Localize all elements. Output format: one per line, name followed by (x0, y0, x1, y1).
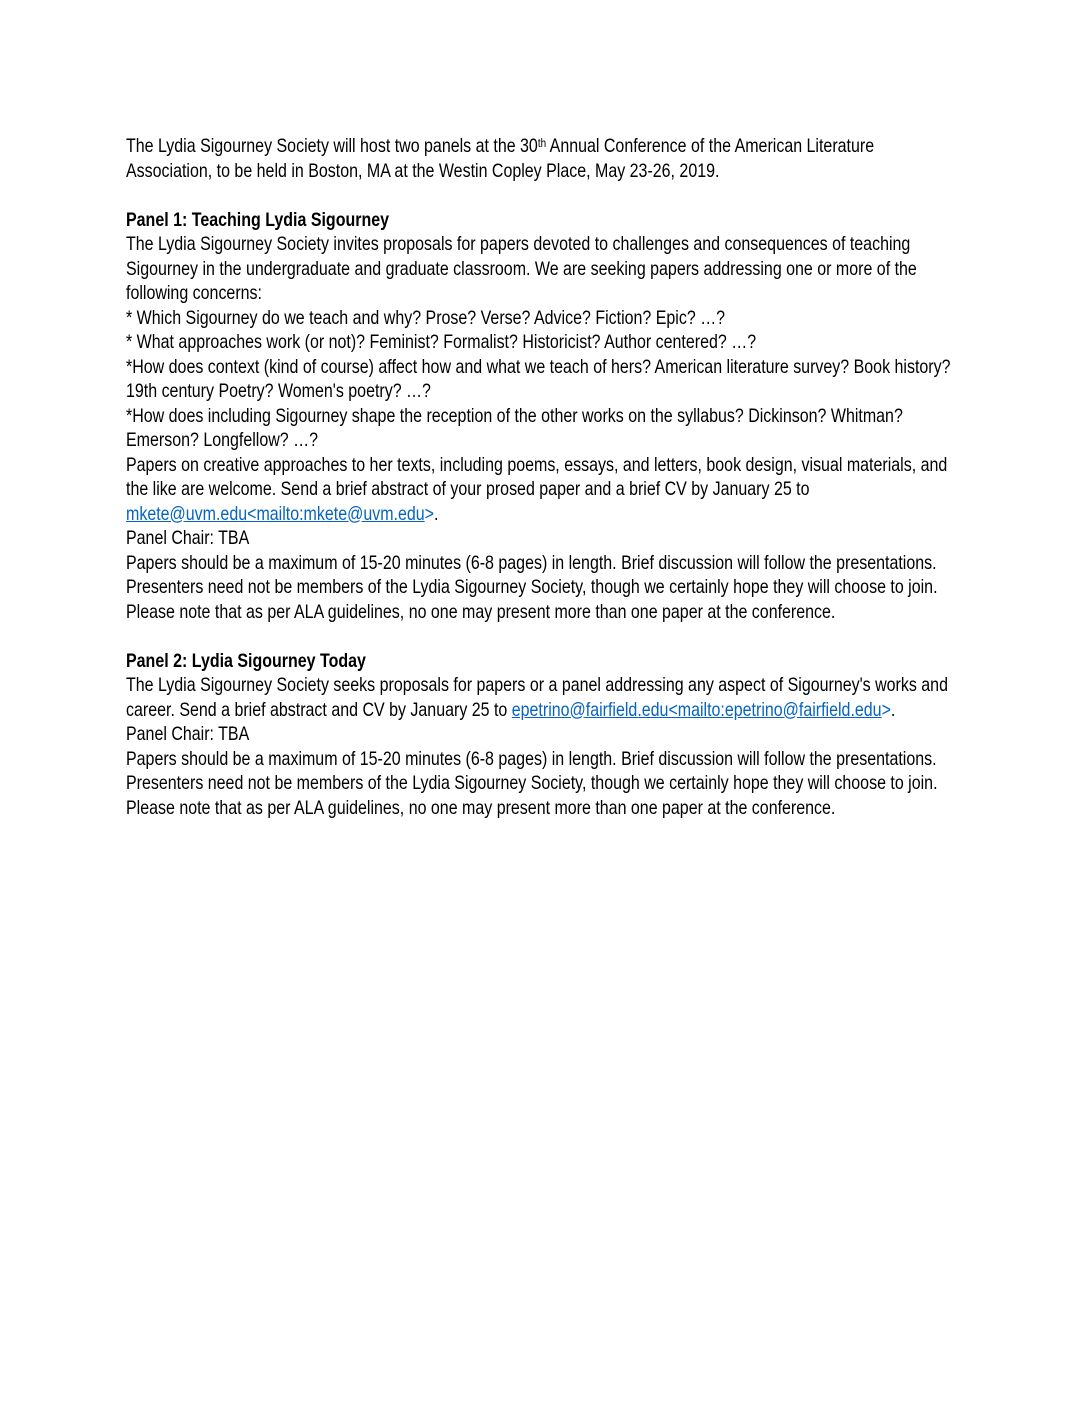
text-run: The Lydia Sigourney Society seeks proposals for papers or a panel addressing any aspect of Sigourney's works and career. Send a brief abstract and CV by January 25 to (126, 674, 948, 721)
text-run: Papers should be a maximum of 15-20 minutes (6-8 pages) in length. Brief discussion will follow the presentations. Presenters need not be members of the Lydia Sigourney Society, though we certainly hope they will choose to join. Please note that as per ALA guidelines, no one may present more than one paper at the conference. (126, 551, 938, 623)
panel1-guidelines (126, 551, 957, 625)
blank-line-1 (126, 183, 957, 208)
text-run: Papers should be a maximum of 15-20 minutes (6-8 pages) in length. Brief discussion will follow the presentations. Presenters need not be members of the Lydia Sigourney Society, though we certainly hope they will choose to join. Please note that as per ALA guidelines, no one may present more than one paper at the conference. (126, 747, 938, 819)
panel2-submission (126, 673, 957, 722)
panel1-bullet-1 (126, 306, 957, 331)
text-run: Annual Conference of the American Literature Association, to be held in Boston, MA at the Westin Copley Place, May 23-26, 2019. (126, 135, 875, 182)
epetrino-email-link[interactable]: epetrino@fairfield.edu<mailto:epetrino@fairfield.edu (511, 698, 882, 721)
panel1-bullet-2 (126, 330, 957, 355)
document-body (126, 134, 957, 820)
heading-text: Panel 2: Lydia Sigourney Today (126, 649, 366, 672)
superscript-text: th (537, 135, 547, 150)
text-run: . (890, 698, 896, 721)
heading-text: Panel 1: Teaching Lydia Sigourney (126, 208, 390, 231)
panel2-guidelines (126, 747, 957, 821)
text-run: * What approaches work (or not)? Feminist? Formalist? Historicist? Author centered? …? (126, 331, 757, 353)
text-run: The Lydia Sigourney Society invites proposals for papers devoted to challenges and consequences of teaching Sigourney in the undergraduate and graduate classroom. We are seeking papers addressing one or more of the following concerns: (126, 233, 917, 304)
panel1-chair (126, 526, 957, 551)
panel1-bullet-4 (126, 404, 957, 453)
text-run: *How does including Sigourney shape the reception of the other works on the syllabus? Dickinson? Whitman? Emerson? Longfellow? …? (126, 404, 903, 451)
text-run: > (424, 502, 434, 525)
blank-line-2 (126, 624, 957, 649)
text-run: Panel Chair: TBA (126, 723, 250, 745)
text-run: Papers on creative approaches to her texts, including poems, essays, and letters, book design, visual materials, and the like are welcome. Send a brief abstract of your prosed paper and a brief CV by January 25 to (126, 453, 948, 500)
text-run: The Lydia Sigourney Society will host two panels at the 30 (126, 135, 538, 157)
panel1-intro (126, 232, 957, 306)
text-run: . (433, 502, 439, 525)
text-run: * Which Sigourney do we teach and why? Prose? Verse? Advice? Fiction? Epic? …? (126, 306, 726, 329)
panel2-heading (126, 649, 957, 674)
intro-paragraph (126, 134, 957, 183)
text-run: Panel Chair: TBA (126, 527, 250, 549)
text-run: *How does context (kind of course) affect how and what we teach of hers? American literature survey? Book history? 19th century Poetry? Women's poetry? …? (126, 355, 951, 402)
panel2-chair (126, 722, 957, 747)
mkete-email-link[interactable]: mkete@uvm.edu<mailto:mkete@uvm.edu (126, 502, 425, 525)
panel1-bullet-3 (126, 355, 957, 404)
panel1-submission (126, 453, 957, 527)
text-run: > (881, 698, 891, 721)
panel1-heading (126, 208, 957, 233)
